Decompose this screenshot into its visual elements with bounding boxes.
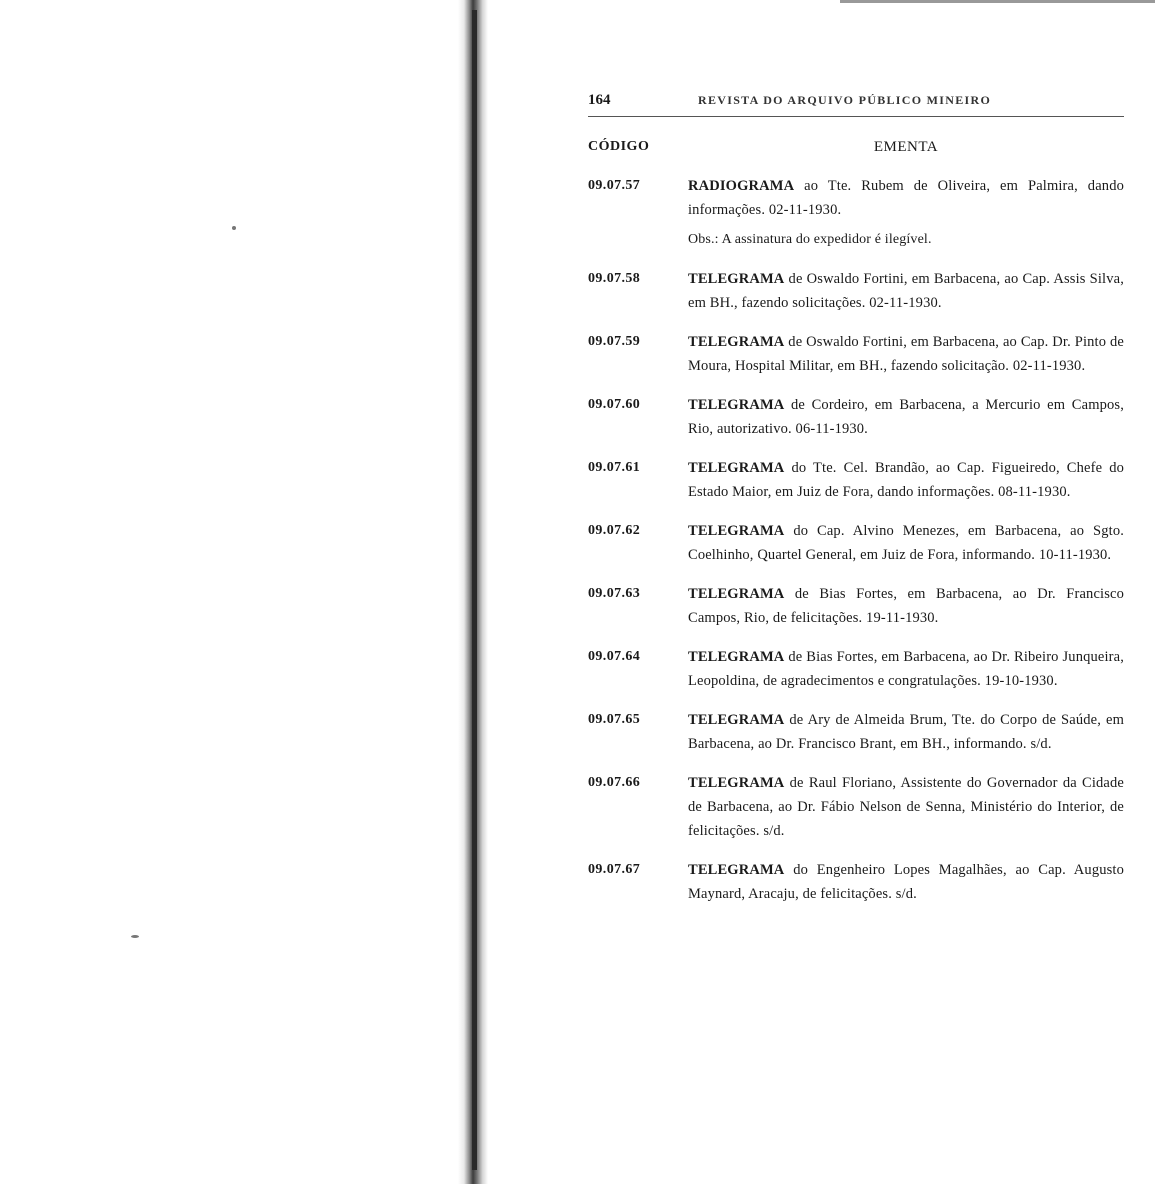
book-spine-line [472,10,477,1170]
entry-document-type: TELEGRAMA [688,397,785,413]
entry-note: Obs.: A assinatura do expedidor é ilegível. [688,232,932,247]
entry-document-type: TELEGRAMA [688,460,785,476]
entry-document-type: TELEGRAMA [688,586,785,602]
entry-ementa [688,174,1124,252]
entry-code: 09.07.61 [588,460,641,475]
entry-description: do Engenheiro Lopes Magalhães, ao Cap. Augusto Maynard, Aracaju, de felicitações. s/d. [688,862,1124,902]
entry-description: de Bias Fortes, em Barbacena, ao Dr. Francisco Campos, Rio, de felicitações. 19-11-1930. [688,586,1124,626]
entry-row [588,582,1124,630]
entry-description: do Cap. Alvino Menezes, em Barbacena, ao Sgto. Coelhinho, Quartel General, em Juiz de Fora, informando. 10-11-1930. [688,523,1124,563]
entry-row [588,174,1124,252]
entry-row [588,858,1124,906]
entry-document-type: TELEGRAMA [688,271,785,287]
entry-ementa [688,858,1124,906]
entry-document-type: TELEGRAMA [688,334,785,350]
column-headers [588,139,1124,156]
entry-description: de Oswaldo Fortini, em Barbacena, ao Cap. Dr. Pinto de Moura, Hospital Militar, em BH., fazendo solicitação. 02-11-1930. [688,334,1124,374]
entry-code: 09.07.59 [588,334,641,349]
column-header-code: CÓDIGO [588,139,650,154]
entry-code: 09.07.60 [588,397,641,412]
entry-description: de Oswaldo Fortini, em Barbacena, ao Cap. Assis Silva, em BH., fazendo solicitações. 02-11-1930. [688,271,1124,311]
entry-row [588,456,1124,504]
entry-row [588,645,1124,693]
entry-code: 09.07.58 [588,271,641,286]
entry-code: 09.07.67 [588,862,641,877]
entry-description: de Ary de Almeida Brum, Tte. do Corpo de Saúde, em Barbacena, ao Dr. Francisco Brant, em BH., informando. s/d. [688,712,1124,752]
entry-ementa [688,708,1124,756]
entry-description: do Tte. Cel. Brandão, ao Cap. Figueiredo, Chefe do Estado Maior, em Juiz de Fora, dando informações. 08-11-1930. [688,460,1124,500]
entry-ementa [688,645,1124,693]
entry-document-type: TELEGRAMA [688,862,785,878]
entry-document-type: RADIOGRAMA [688,178,795,194]
scan-speck [131,935,139,938]
column-header-ementa: EMENTA [873,139,939,155]
entry-row [588,519,1124,567]
entry-row [588,330,1124,378]
entry-ementa [688,771,1124,843]
entry-document-type: TELEGRAMA [688,775,785,791]
entry-ementa [688,456,1124,504]
entry-ementa [688,330,1124,378]
entry-row [588,708,1124,756]
page-header [588,92,1124,117]
entry-description: de Cordeiro, em Barbacena, a Mercurio em Campos, Rio, autorizativo. 06-11-1930. [688,397,1124,437]
entry-ementa [688,519,1124,567]
entry-description: de Raul Floriano, Assistente do Governador da Cidade de Barbacena, ao Dr. Fábio Nelson de Senna, Ministério do Interior, de felicitações. s/d. [688,775,1124,839]
entry-code: 09.07.63 [588,586,641,601]
page-number: 164 [588,92,611,108]
entry-document-type: TELEGRAMA [688,523,785,539]
running-title: REVISTA DO ARQUIVO PÚBLICO MINEIRO [698,93,992,107]
document-page [588,92,1124,921]
entry-row [588,771,1124,843]
entry-list [588,174,1124,906]
scan-speck [232,226,236,230]
entry-document-type: TELEGRAMA [688,712,785,728]
entry-description: ao Tte. Rubem de Oliveira, em Palmira, dando informações. 02-11-1930. [688,178,1124,218]
entry-row [588,267,1124,315]
entry-row [588,393,1124,441]
entry-code: 09.07.65 [588,712,641,727]
scan-edge-rule [840,0,1155,3]
entry-ementa [688,393,1124,441]
entry-description: de Bias Fortes, em Barbacena, ao Dr. Ribeiro Junqueira, Leopoldina, de agradecimentos e congratulações. 19-10-1930. [688,649,1124,689]
entry-code: 09.07.66 [588,775,641,790]
entry-code: 09.07.57 [588,178,641,193]
entry-ementa [688,267,1124,315]
entry-ementa [688,582,1124,630]
entry-code: 09.07.64 [588,649,641,664]
entry-document-type: TELEGRAMA [688,649,785,665]
entry-code: 09.07.62 [588,523,641,538]
